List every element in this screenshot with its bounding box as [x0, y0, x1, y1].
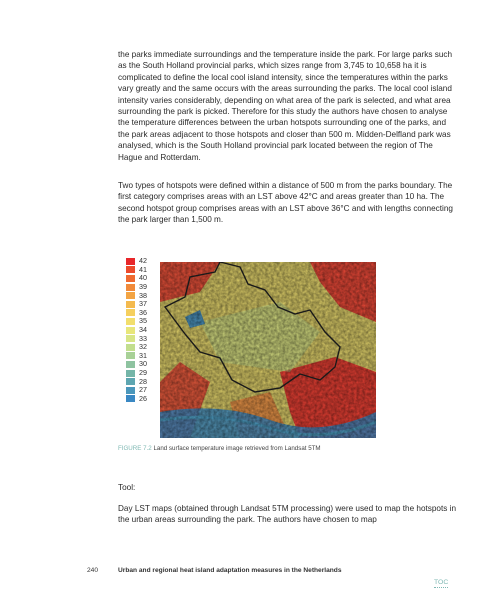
- legend-swatch: [126, 258, 135, 265]
- legend-swatch: [126, 309, 135, 316]
- figure-caption-text: Land surface temperature image retrieved from Landsat 5TM: [153, 445, 321, 452]
- legend-swatch: [126, 284, 135, 291]
- running-title: Urban and regional heat island adaptation measures in the Netherlands: [118, 567, 342, 574]
- lst-map-image: [160, 262, 376, 438]
- legend-label: 40: [139, 273, 147, 283]
- legend-label: 29: [139, 368, 147, 378]
- legend-row: [126, 395, 147, 404]
- legend-label: 27: [139, 385, 147, 395]
- body-paragraph-1: the parks immediate surroundings and the temperature inside the park. For large parks such as the South Holland provincial parks, which sizes range from 3,745 to 10,658 ha it is complicated to define the local cool island intensity, since the temperatures within the parks vary greatly and the same occurs with the areas surrounding the parks. The local cool island intensity varies considerably, depending on what area of the park is selected, and what area surrounding the park is picked. Therefore for this study the authors have chosen to analyse the temperature differences between the urban hotspots surrounding one of the parks, and the park areas adjacent to those hotspots and closer than 500 m. Midden-Delfland park was analysed, which is the South Holland provincial park located between the region of The Hague and Rotterdam.: [118, 50, 453, 162]
- toc-link[interactable]: TOC: [434, 579, 449, 586]
- legend-swatch: [126, 387, 135, 394]
- legend-swatch: [126, 395, 135, 402]
- legend-swatch: [126, 344, 135, 351]
- temperature-legend: [126, 257, 147, 403]
- legend-swatch: [126, 318, 135, 325]
- legend-label: 34: [139, 325, 147, 335]
- legend-swatch: [126, 292, 135, 299]
- legend-label: 35: [139, 316, 147, 326]
- figure-label: FIGURE 7.2: [118, 445, 152, 452]
- legend-label: 36: [139, 307, 147, 317]
- body-paragraph-3: Day LST maps (obtained through Landsat 5TM processing) were used to map the hotspots in the urban areas surrounding the park. The authors have chosen to map: [118, 504, 456, 525]
- legend-label: 32: [139, 342, 147, 352]
- legend-swatch: [126, 370, 135, 377]
- legend-swatch: [126, 327, 135, 334]
- legend-label: 33: [139, 333, 147, 343]
- legend-label: 26: [139, 393, 147, 403]
- legend-label: 42: [139, 256, 147, 266]
- legend-swatch: [126, 275, 135, 282]
- legend-swatch: [126, 352, 135, 359]
- legend-swatch: [126, 266, 135, 273]
- body-paragraph-2: Two types of hotspots were defined within a distance of 500 m from the parks boundary. The first category comprises areas with an LST above 42°C and areas greater than 10 ha. The second hotspot group comprises areas with an LST above 36°C and with lengths connecting the park larger than 1,500 m.: [118, 181, 453, 225]
- legend-label: 39: [139, 282, 147, 292]
- legend-swatch: [126, 378, 135, 385]
- legend-swatch: [126, 301, 135, 308]
- legend-label: 31: [139, 350, 147, 360]
- legend-label: 38: [139, 290, 147, 300]
- legend-swatch: [126, 361, 135, 368]
- legend-label: 28: [139, 376, 147, 386]
- tool-heading: Tool:: [118, 483, 136, 492]
- figure-caption: [118, 445, 321, 452]
- legend-swatch: [126, 335, 135, 342]
- page-number: 240: [87, 567, 99, 574]
- legend-label: 30: [139, 359, 147, 369]
- legend-label: 37: [139, 299, 147, 309]
- legend-label: 41: [139, 264, 147, 274]
